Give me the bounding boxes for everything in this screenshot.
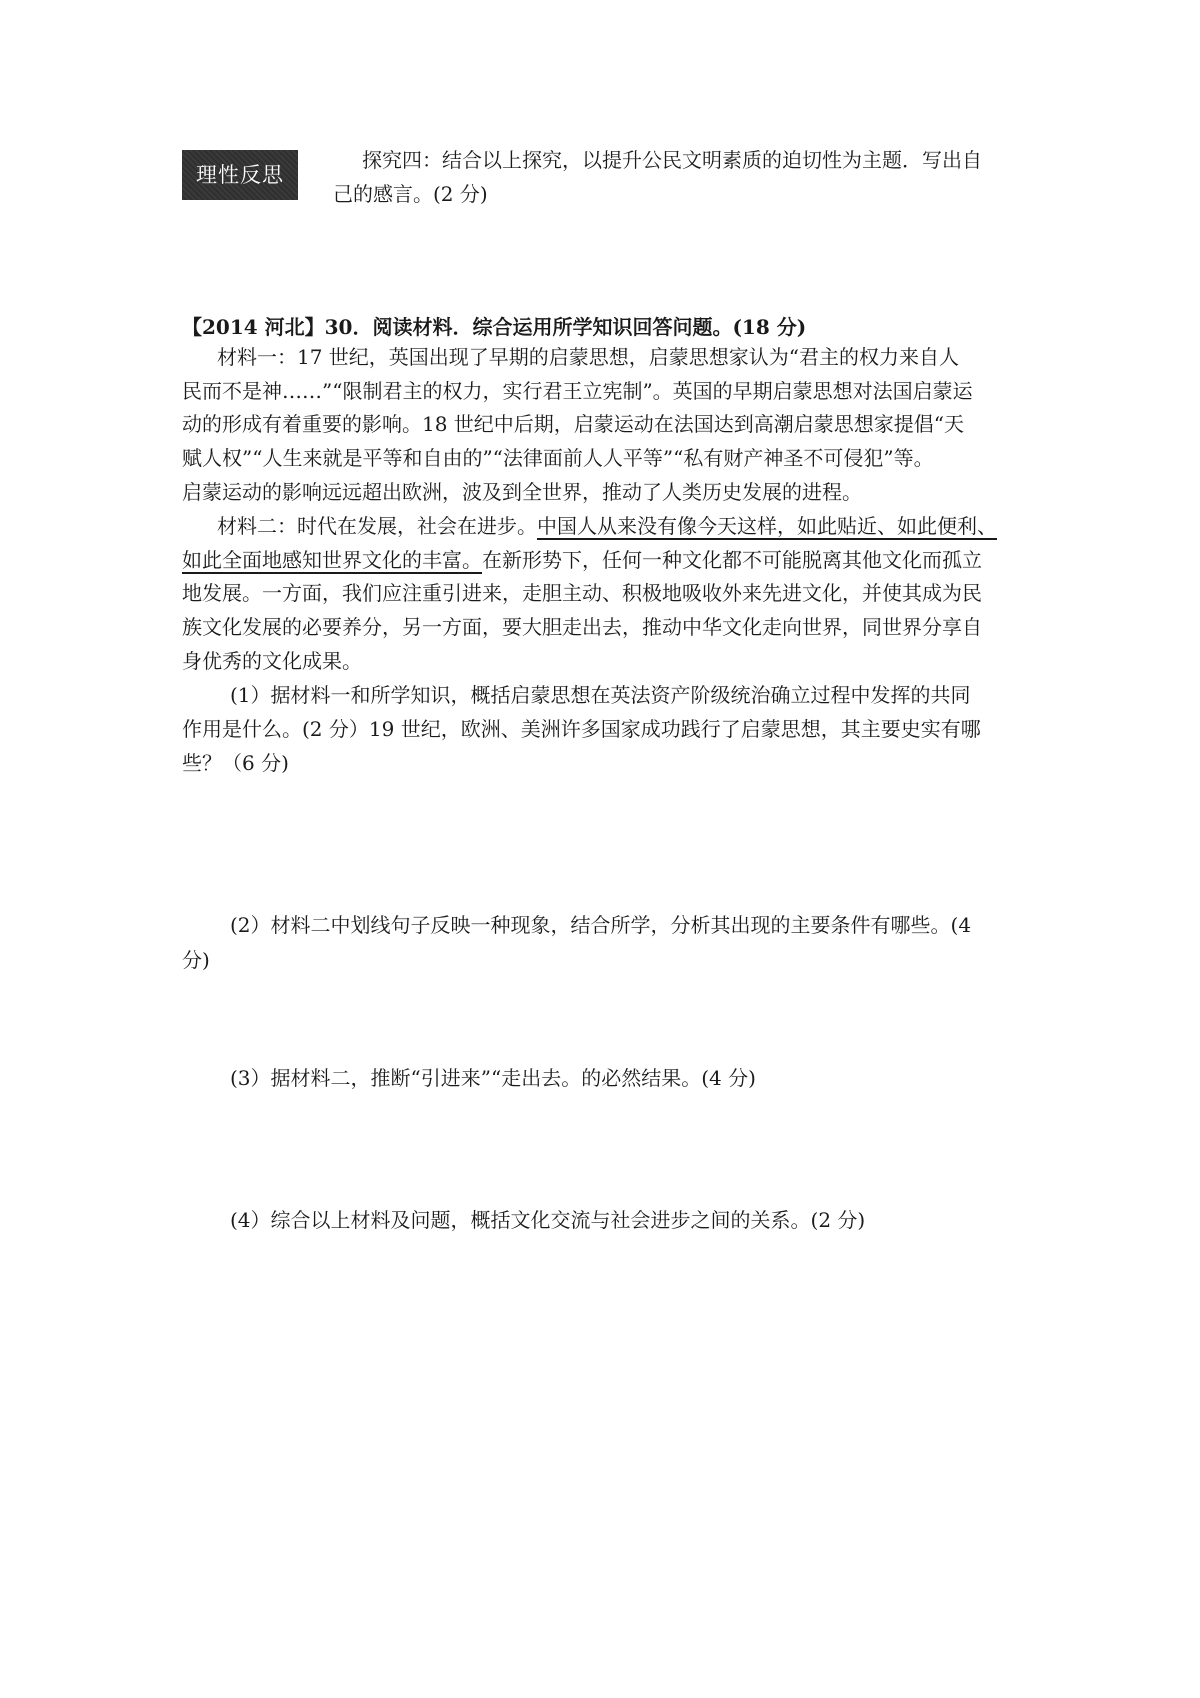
material2-line1-text: 材料二：时代在发展，社会在进步。 <box>217 514 537 538</box>
underlined-sentence-part2: 如此全面地感知世界文化的丰富。 <box>182 548 482 572</box>
sub-question-2-line1: (2）材料二中划线句子反映一种现象，结合所学，分析其出现的主要条件有哪些。(4 <box>230 913 972 937</box>
material2-line4: 族文化发展的必要养分，另一方面，要大胆走出去，推动中华文化走向世界，同世界分享自 <box>182 615 982 639</box>
material2-line5: 身优秀的文化成果。 <box>182 649 362 673</box>
question-title: 【2014 河北】30．阅读材料．综合运用所学知识回答问题。(18 分) <box>182 315 807 339</box>
material2-line2 <box>182 543 982 577</box>
explore4-line2: 己的感言。(2 分) <box>333 182 488 206</box>
sub-question-1-line1: (1）据材料一和所学知识，概括启蒙思想在英法资产阶级统治确立过程中发挥的共同 <box>230 683 971 707</box>
section-tag: 理性反思 <box>182 150 298 200</box>
sub-question-2-line2: 分) <box>182 948 210 972</box>
material2-line2-text: 在新形势下，任何一种文化都不可能脱离其他文化而孤立 <box>482 548 982 572</box>
sub-question-1-line3: 些？（6 分) <box>182 751 289 775</box>
underlined-sentence-part1: 中国人从来没有像今天这样，如此贴近、如此便利、 <box>537 514 997 538</box>
material1-line5: 启蒙运动的影响远远超出欧洲，波及到全世界，推动了人类历史发展的进程。 <box>182 480 862 504</box>
material1-line4: 赋人权”“人生来就是平等和自由的”“法律面前人人平等”“私有财产神圣不可侵犯”等。 <box>182 446 934 470</box>
explore4-line1: 探究四：结合以上探究，以提升公民文明素质的迫切性为主题．写出自 <box>362 148 982 172</box>
material2-line3: 地发展。一方面，我们应注重引进来，走胆主动、积极地吸收外来先进文化，并使其成为民 <box>182 581 982 605</box>
material2-line1 <box>217 509 997 543</box>
material1-line3: 动的形成有着重要的影响。18 世纪中后期，启蒙运动在法国达到高潮启蒙思想家提倡“天 <box>182 412 965 436</box>
material1-line2: 民而不是神……”“限制君主的权力，实行君王立宪制”。英国的早期启蒙思想对法国启蒙运 <box>182 379 973 403</box>
material1-line1: 材料一：17 世纪，英国出现了早期的启蒙思想，启蒙思想家认为“君主的权力来自人 <box>217 345 960 369</box>
sub-question-4: (4）综合以上材料及问题，概括文化交流与社会进步之间的关系。(2 分) <box>230 1208 866 1232</box>
sub-question-1-line2: 作用是什么。(2 分）19 世纪，欧洲、美洲许多国家成功践行了启蒙思想，其主要史实有哪 <box>182 717 981 741</box>
sub-question-3: (3）据材料二，推断“引进来”“走出去。的必然结果。(4 分) <box>230 1066 756 1090</box>
